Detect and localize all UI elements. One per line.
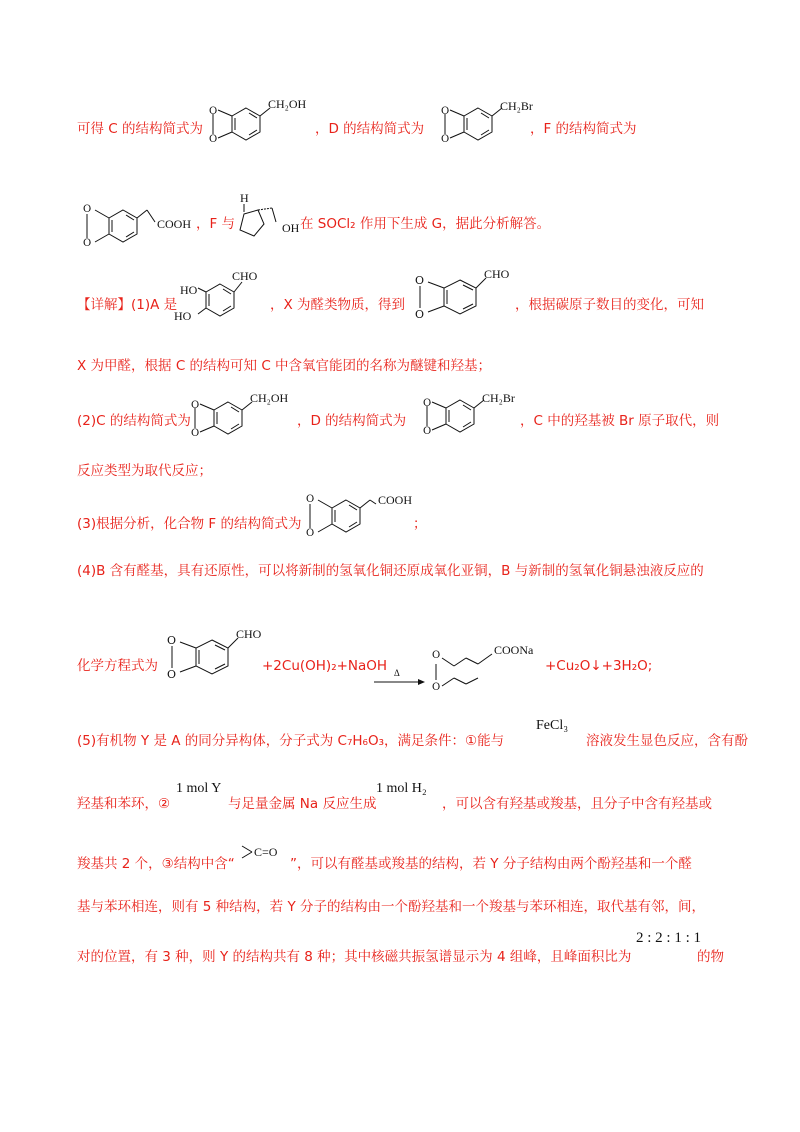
text-line-5c: ，C 中的羟基被 Br 原子取代，则 xyxy=(520,413,720,429)
cho-label-b2: CHO xyxy=(236,627,262,641)
structure-b2 xyxy=(152,624,272,684)
text-line-9c: +Cu₂O↓+3H₂O; xyxy=(545,658,653,674)
text-line-10a: (5)有机物 Y 是 A 的同分异构体，分子式为 C₇H₆O₃，满足条件：①能与 xyxy=(77,733,505,749)
text-line-11c: ，可以含有羟基或羧基，且分子中含有羟基或 xyxy=(442,796,712,812)
ch2oh-label-2: CH₂OH xyxy=(250,391,289,405)
text-line-5a: (2)C 的结构简式为 xyxy=(77,413,191,429)
ch2br-label: CH₂Br xyxy=(500,99,533,113)
mol-y-formula: 1 mol Y xyxy=(176,781,222,796)
text-line-1c: ，F 的结构简式为 xyxy=(530,121,637,137)
svg-text:O: O xyxy=(167,634,177,647)
h-label: H xyxy=(240,191,249,205)
svg-text:O: O xyxy=(209,106,218,117)
text-line-11a: 羟基和苯环，② xyxy=(77,796,171,812)
structure-product xyxy=(420,636,540,696)
carbonyl-label: C=O xyxy=(254,845,278,859)
ho-label-a2: HO xyxy=(174,309,192,323)
text-line-3c: ，根据碳原子数目的变化，可知 xyxy=(515,297,704,313)
ch2br-label-2: CH₂Br xyxy=(482,391,515,405)
cooh-label-2: COOH xyxy=(378,493,413,507)
svg-text:O: O xyxy=(423,398,432,409)
structure-c2 xyxy=(180,390,300,442)
text-line-7a: (3)根据分析，化合物 F 的结构简式为 xyxy=(77,516,302,532)
text-line-14a: 对的位置，有 3 种，则 Y 的结构共有 8 种；其中核磁共振氢谱显示为 4 组峰，且峰面积比为 xyxy=(77,949,632,965)
structure-a xyxy=(172,268,272,328)
svg-text:O: O xyxy=(423,426,432,437)
svg-text:O: O xyxy=(83,238,92,248)
svg-text:O: O xyxy=(306,528,315,538)
structure-c-ch2oh xyxy=(198,96,318,148)
peak-ratio: 2 : 2 : 1 : 1 xyxy=(636,930,702,946)
ho-label-a1: HO xyxy=(180,283,198,297)
text-line-5b: ，D 的结构简式为 xyxy=(297,413,407,429)
oh-label: OH xyxy=(282,221,300,235)
text-line-9b: +2Cu(OH)₂+NaOH xyxy=(262,658,388,674)
cho-label-b: CHO xyxy=(484,267,510,281)
text-line-1b: ，D 的结构简式为 xyxy=(315,121,425,137)
text-line-8: (4)B 含有醛基，具有还原性，可以将新制的氢氧化铜还原成氧化亚铜，B 与新制的氢氧化铜悬浊液反应的 xyxy=(77,563,704,579)
svg-text:O: O xyxy=(415,274,425,287)
svg-text:O: O xyxy=(306,494,315,505)
svg-text:O: O xyxy=(191,400,200,411)
text-line-6: 反应类型为取代反应； xyxy=(77,463,212,479)
text-line-11b: 与足量金属 Na 反应生成 xyxy=(228,796,377,812)
cooh-label: COOH xyxy=(157,217,192,231)
carbonyl-structure xyxy=(240,840,288,866)
text-line-2b: 在 SOCl₂ 作用下生成 G，据此分析解答。 xyxy=(300,216,551,232)
coona-label: COONa xyxy=(494,643,534,657)
text-line-3a: 【详解】(1)A 是 xyxy=(77,297,178,313)
cho-label-a: CHO xyxy=(232,269,258,283)
text-line-2a: ，F 与 xyxy=(196,216,236,232)
svg-text:O: O xyxy=(191,428,200,439)
structure-d2 xyxy=(412,388,532,440)
mol-h2-formula: 1 mol H₂ xyxy=(376,781,427,796)
structure-f-cooh xyxy=(75,196,195,248)
svg-text:O: O xyxy=(415,308,425,321)
svg-text:O: O xyxy=(432,650,441,661)
structure-prolinol xyxy=(232,192,302,244)
structure-b xyxy=(400,264,520,324)
text-line-1a: 可得 C 的结构简式为 xyxy=(77,121,204,137)
svg-text:O: O xyxy=(83,204,92,215)
text-line-3b: ，X 为醛类物质，得到 xyxy=(270,297,406,313)
text-line-9a: 化学方程式为 xyxy=(77,658,158,674)
svg-text:O: O xyxy=(441,134,450,145)
svg-text:O: O xyxy=(441,106,450,117)
svg-text:O: O xyxy=(432,682,441,693)
fecl3-formula: FeCl₃ xyxy=(536,718,569,733)
text-line-10b: 溶液发生显色反应，含有酚 xyxy=(586,733,748,749)
svg-text:O: O xyxy=(209,134,218,145)
text-line-13: 基与苯环相连，则有 5 种结构，若 Y 分子的结构由一个酚羟基和一个羧基与苯环相连，取代基有邻，间， xyxy=(77,899,705,915)
heat-delta: Δ xyxy=(394,668,400,678)
text-line-14b: 的物 xyxy=(697,949,724,965)
text-line-12b: ”，可以有醛基或羧基的结构，若 Y 分子结构由两个酚羟基和一个醛 xyxy=(290,856,692,872)
svg-text:O: O xyxy=(167,668,177,681)
text-line-4: X 为甲醛，根据 C 的结构可知 C 中含氧官能团的名称为醚键和羟基； xyxy=(77,358,492,374)
reaction-arrow xyxy=(374,678,426,686)
text-line-7b: ； xyxy=(413,516,427,532)
text-line-12a: 羧基共 2 个，③结构中含“ xyxy=(77,856,235,872)
ch2oh-label: CH₂OH xyxy=(268,97,307,111)
structure-f2 xyxy=(298,486,418,538)
